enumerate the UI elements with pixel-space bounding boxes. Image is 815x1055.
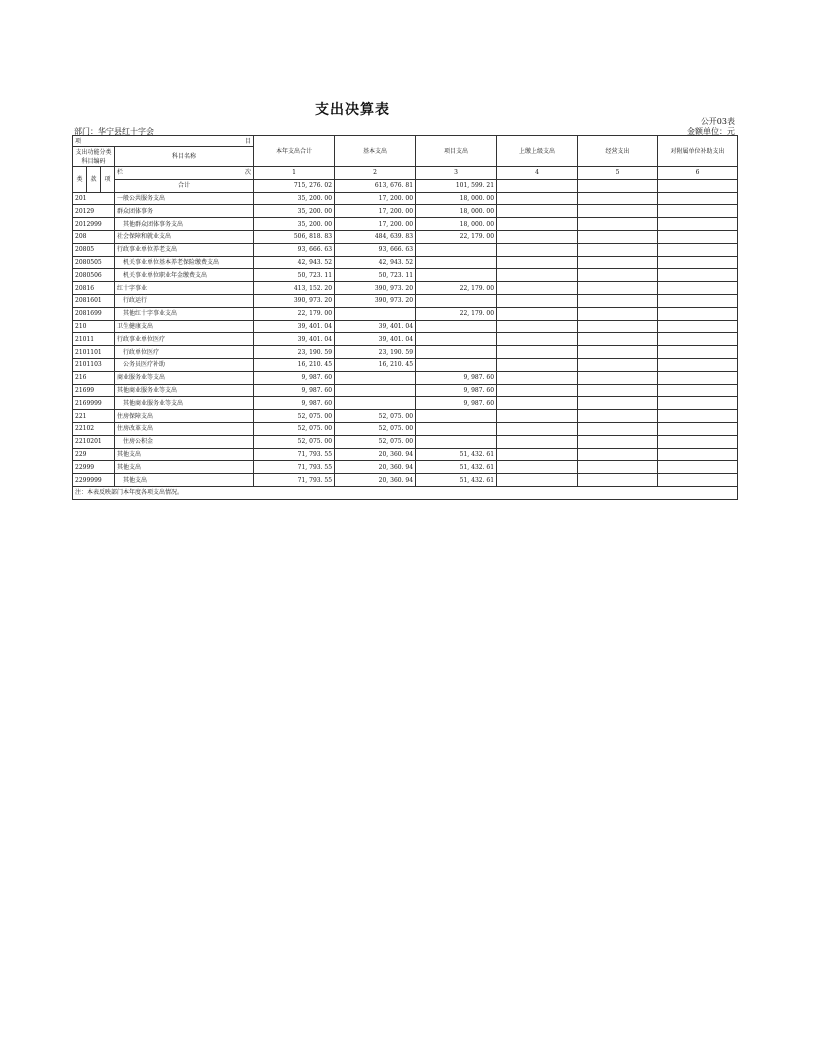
- row-basic: 93, 666. 63: [335, 243, 416, 256]
- row-subsidy: [658, 192, 738, 205]
- row-basic: 390, 973. 20: [335, 282, 416, 295]
- row-basic: 23, 190. 59: [335, 346, 416, 359]
- expenditure-table: [72, 135, 738, 500]
- total-row: [73, 179, 738, 192]
- row-basic: [335, 307, 416, 320]
- row-basic: 52, 075. 00: [335, 410, 416, 423]
- row-subsidy: [658, 384, 738, 397]
- table-row: [73, 307, 738, 320]
- row-basic: 17, 200. 00: [335, 205, 416, 218]
- row-code: 210: [73, 320, 115, 333]
- department-label: 部门：华宁县红十字会: [74, 127, 154, 136]
- table-row: [73, 218, 738, 231]
- row-basic: 39, 401. 04: [335, 333, 416, 346]
- row-code: 216: [73, 371, 115, 384]
- row-project: [416, 410, 497, 423]
- table-row: [73, 256, 738, 269]
- row-project: 9, 987. 60: [416, 371, 497, 384]
- row-operating: [578, 205, 658, 218]
- row-project: [416, 256, 497, 269]
- row-upper: [497, 256, 578, 269]
- row-project: [416, 422, 497, 435]
- row-subsidy: [658, 256, 738, 269]
- row-subsidy: [658, 320, 738, 333]
- row-operating: [578, 294, 658, 307]
- row-subsidy: [658, 346, 738, 359]
- row-name: 住房保障支出: [115, 410, 254, 423]
- row-name: 其他商业服务业等支出: [115, 397, 254, 410]
- row-subsidy: [658, 218, 738, 231]
- row-project: [416, 346, 497, 359]
- row-total: 52, 075. 00: [254, 435, 335, 448]
- row-subsidy: [658, 448, 738, 461]
- row-total: 71, 793. 55: [254, 474, 335, 487]
- row-upper: [497, 333, 578, 346]
- row-total: 52, 075. 00: [254, 410, 335, 423]
- header-col3: 项目支出: [416, 136, 497, 167]
- row-basic: 42, 943. 52: [335, 256, 416, 269]
- table-row: [73, 192, 738, 205]
- row-upper: [497, 294, 578, 307]
- row-upper: [497, 230, 578, 243]
- header-name-label: 科目名称: [115, 147, 254, 167]
- row-basic: 50, 723. 11: [335, 269, 416, 282]
- total-c4: [497, 179, 578, 192]
- row-operating: [578, 256, 658, 269]
- row-name: 其他商业服务业等支出: [115, 384, 254, 397]
- header-code-label: 支出功能分类科目编码: [73, 147, 115, 167]
- row-operating: [578, 320, 658, 333]
- row-code: 208: [73, 230, 115, 243]
- row-total: 35, 200. 00: [254, 192, 335, 205]
- form-number: 公开03表: [700, 117, 735, 126]
- row-subsidy: [658, 422, 738, 435]
- row-upper: [497, 474, 578, 487]
- row-total: 42, 943. 52: [254, 256, 335, 269]
- header-kuan: 款: [87, 167, 101, 193]
- row-name: 行政单位医疗: [115, 346, 254, 359]
- row-code: 21011: [73, 333, 115, 346]
- row-name: 住房改革支出: [115, 422, 254, 435]
- row-upper: [497, 371, 578, 384]
- row-code: 2210201: [73, 435, 115, 448]
- table-row: [73, 269, 738, 282]
- row-total: 9, 987. 60: [254, 371, 335, 384]
- row-name: 住房公积金: [115, 435, 254, 448]
- header-xiang2: 项: [101, 167, 115, 193]
- row-basic: 17, 200. 00: [335, 218, 416, 231]
- row-subsidy: [658, 358, 738, 371]
- col-index: 4: [497, 167, 578, 180]
- total-c2: 613, 676. 81: [335, 179, 416, 192]
- table-row: [73, 422, 738, 435]
- table-row: [73, 371, 738, 384]
- row-subsidy: [658, 333, 738, 346]
- table-row: [73, 346, 738, 359]
- row-name: 社会保障和就业支出: [115, 230, 254, 243]
- row-basic: [335, 371, 416, 384]
- row-total: 52, 075. 00: [254, 422, 335, 435]
- row-code: 2101103: [73, 358, 115, 371]
- table-row: [73, 333, 738, 346]
- table-row: [73, 205, 738, 218]
- row-total: 71, 793. 55: [254, 461, 335, 474]
- row-project: [416, 243, 497, 256]
- table-row: [73, 410, 738, 423]
- row-subsidy: [658, 410, 738, 423]
- header-xiang-mu: [73, 136, 254, 147]
- row-upper: [497, 422, 578, 435]
- table-row: [73, 435, 738, 448]
- row-subsidy: [658, 269, 738, 282]
- row-operating: [578, 474, 658, 487]
- col-index: 2: [335, 167, 416, 180]
- table-note: 注：本表反映部门本年度各项支出情况。: [73, 486, 738, 499]
- row-project: [416, 269, 497, 282]
- row-project: [416, 435, 497, 448]
- row-subsidy: [658, 243, 738, 256]
- row-upper: [497, 192, 578, 205]
- row-basic: 20, 360. 94: [335, 461, 416, 474]
- row-name: 行政事业单位养老支出: [115, 243, 254, 256]
- row-operating: [578, 422, 658, 435]
- row-upper: [497, 205, 578, 218]
- header-lei: 类: [73, 167, 87, 193]
- row-project: 22, 179. 00: [416, 230, 497, 243]
- header-row-4: [73, 167, 738, 180]
- row-operating: [578, 371, 658, 384]
- row-project: [416, 294, 497, 307]
- table-row: [73, 397, 738, 410]
- row-name: 卫生健康支出: [115, 320, 254, 333]
- row-total: 16, 210. 45: [254, 358, 335, 371]
- row-project: 51, 432. 61: [416, 474, 497, 487]
- row-operating: [578, 282, 658, 295]
- row-project: 9, 987. 60: [416, 397, 497, 410]
- row-code: 2081601: [73, 294, 115, 307]
- row-subsidy: [658, 371, 738, 384]
- row-operating: [578, 461, 658, 474]
- row-subsidy: [658, 230, 738, 243]
- row-upper: [497, 384, 578, 397]
- table-row: [73, 448, 738, 461]
- total-c3: 101, 599. 21: [416, 179, 497, 192]
- row-name: 行政事业单位医疗: [115, 333, 254, 346]
- row-code: 221: [73, 410, 115, 423]
- row-upper: [497, 307, 578, 320]
- row-basic: 390, 973. 20: [335, 294, 416, 307]
- header-col6: 对附属单位补助支出: [658, 136, 738, 167]
- row-code: 229: [73, 448, 115, 461]
- row-code: 22999: [73, 461, 115, 474]
- table-row: [73, 474, 738, 487]
- header-col1: 本年支出合计: [254, 136, 335, 167]
- row-subsidy: [658, 282, 738, 295]
- row-subsidy: [658, 461, 738, 474]
- header-col4: 上缴上级支出: [497, 136, 578, 167]
- row-subsidy: [658, 474, 738, 487]
- row-name: 机关事业单位基本养老保险缴费支出: [115, 256, 254, 269]
- row-total: 93, 666. 63: [254, 243, 335, 256]
- row-upper: [497, 410, 578, 423]
- row-name: 其他支出: [115, 461, 254, 474]
- header-lan-ci: [115, 167, 254, 180]
- row-code: 2080505: [73, 256, 115, 269]
- row-total: 35, 200. 00: [254, 205, 335, 218]
- row-basic: [335, 397, 416, 410]
- row-total: 413, 152. 20: [254, 282, 335, 295]
- row-total: 50, 723. 11: [254, 269, 335, 282]
- row-code: 20816: [73, 282, 115, 295]
- row-name: 一般公共服务支出: [115, 192, 254, 205]
- row-basic: 20, 360. 94: [335, 474, 416, 487]
- row-upper: [497, 435, 578, 448]
- row-operating: [578, 435, 658, 448]
- row-project: 9, 987. 60: [416, 384, 497, 397]
- row-basic: 484, 639. 83: [335, 230, 416, 243]
- header-ci: 次: [245, 169, 252, 177]
- row-name: 公务员医疗补助: [115, 358, 254, 371]
- row-upper: [497, 320, 578, 333]
- row-upper: [497, 282, 578, 295]
- row-subsidy: [658, 205, 738, 218]
- row-total: 35, 200. 00: [254, 218, 335, 231]
- row-upper: [497, 218, 578, 231]
- row-total: 22, 179. 00: [254, 307, 335, 320]
- row-total: 71, 793. 55: [254, 448, 335, 461]
- col-index: 6: [658, 167, 738, 180]
- row-upper: [497, 269, 578, 282]
- row-name: 其他支出: [115, 448, 254, 461]
- header-row-1: [73, 136, 738, 147]
- row-operating: [578, 358, 658, 371]
- row-total: 390, 973. 20: [254, 294, 335, 307]
- row-basic: 52, 075. 00: [335, 435, 416, 448]
- header-mu: 目: [245, 137, 252, 145]
- row-project: 18, 000. 00: [416, 205, 497, 218]
- header-lan: 栏: [117, 169, 124, 177]
- row-total: 506, 818. 83: [254, 230, 335, 243]
- table-row: [73, 384, 738, 397]
- row-name: 其他支出: [115, 474, 254, 487]
- row-project: [416, 333, 497, 346]
- row-project: 22, 179. 00: [416, 307, 497, 320]
- row-code: 20805: [73, 243, 115, 256]
- header-xiang: 项: [75, 137, 82, 145]
- row-name: 行政运行: [115, 294, 254, 307]
- row-code: 2299999: [73, 474, 115, 487]
- row-operating: [578, 384, 658, 397]
- row-upper: [497, 461, 578, 474]
- row-code: 2012999: [73, 218, 115, 231]
- row-project: [416, 320, 497, 333]
- table-row: [73, 294, 738, 307]
- row-subsidy: [658, 435, 738, 448]
- row-upper: [497, 397, 578, 410]
- row-code: 2169999: [73, 397, 115, 410]
- row-code: 201: [73, 192, 115, 205]
- header-col2: 基本支出: [335, 136, 416, 167]
- row-name: 其他群众团体事务支出: [115, 218, 254, 231]
- row-operating: [578, 269, 658, 282]
- row-operating: [578, 243, 658, 256]
- row-code: 2080506: [73, 269, 115, 282]
- unit-label: 金额单位：元: [687, 127, 735, 136]
- row-operating: [578, 333, 658, 346]
- row-code: 2101101: [73, 346, 115, 359]
- total-c5: [578, 179, 658, 192]
- row-code: 21699: [73, 384, 115, 397]
- row-operating: [578, 346, 658, 359]
- row-total: 9, 987. 60: [254, 397, 335, 410]
- table-row: [73, 461, 738, 474]
- row-operating: [578, 307, 658, 320]
- row-subsidy: [658, 294, 738, 307]
- table-row: [73, 320, 738, 333]
- row-basic: 39, 401. 04: [335, 320, 416, 333]
- row-operating: [578, 448, 658, 461]
- row-name: 群众团体事务: [115, 205, 254, 218]
- row-upper: [497, 448, 578, 461]
- row-project: 22, 179. 00: [416, 282, 497, 295]
- row-upper: [497, 243, 578, 256]
- col-index: 1: [254, 167, 335, 180]
- table-row: [73, 282, 738, 295]
- row-operating: [578, 397, 658, 410]
- row-project: 51, 432. 61: [416, 461, 497, 474]
- row-upper: [497, 358, 578, 371]
- row-operating: [578, 410, 658, 423]
- row-project: 51, 432. 61: [416, 448, 497, 461]
- total-c1: 715, 276. 02: [254, 179, 335, 192]
- row-total: 23, 190. 59: [254, 346, 335, 359]
- row-basic: [335, 384, 416, 397]
- page-title: 支出决算表: [315, 102, 390, 118]
- row-total: 39, 401. 04: [254, 333, 335, 346]
- row-subsidy: [658, 307, 738, 320]
- row-code: 22102: [73, 422, 115, 435]
- col-index: 5: [578, 167, 658, 180]
- col-index: 3: [416, 167, 497, 180]
- row-operating: [578, 192, 658, 205]
- row-name: 商业服务业等支出: [115, 371, 254, 384]
- row-project: [416, 358, 497, 371]
- row-operating: [578, 218, 658, 231]
- row-upper: [497, 346, 578, 359]
- row-operating: [578, 230, 658, 243]
- row-name: 机关事业单位职业年金缴费支出: [115, 269, 254, 282]
- header-col5: 经营支出: [578, 136, 658, 167]
- row-code: 2081699: [73, 307, 115, 320]
- row-project: 18, 000. 00: [416, 192, 497, 205]
- row-code: 20129: [73, 205, 115, 218]
- table-row: [73, 358, 738, 371]
- total-label: 合计: [115, 179, 254, 192]
- row-total: 9, 987. 60: [254, 384, 335, 397]
- table-row: [73, 230, 738, 243]
- row-basic: 16, 210. 45: [335, 358, 416, 371]
- table-row: [73, 243, 738, 256]
- row-name: 红十字事业: [115, 282, 254, 295]
- row-project: 18, 000. 00: [416, 218, 497, 231]
- row-basic: 20, 360. 94: [335, 448, 416, 461]
- row-total: 39, 401. 04: [254, 320, 335, 333]
- row-basic: 52, 075. 00: [335, 422, 416, 435]
- row-name: 其他红十字事业支出: [115, 307, 254, 320]
- row-basic: 17, 200. 00: [335, 192, 416, 205]
- row-subsidy: [658, 397, 738, 410]
- total-c6: [658, 179, 738, 192]
- note-row: [73, 486, 738, 499]
